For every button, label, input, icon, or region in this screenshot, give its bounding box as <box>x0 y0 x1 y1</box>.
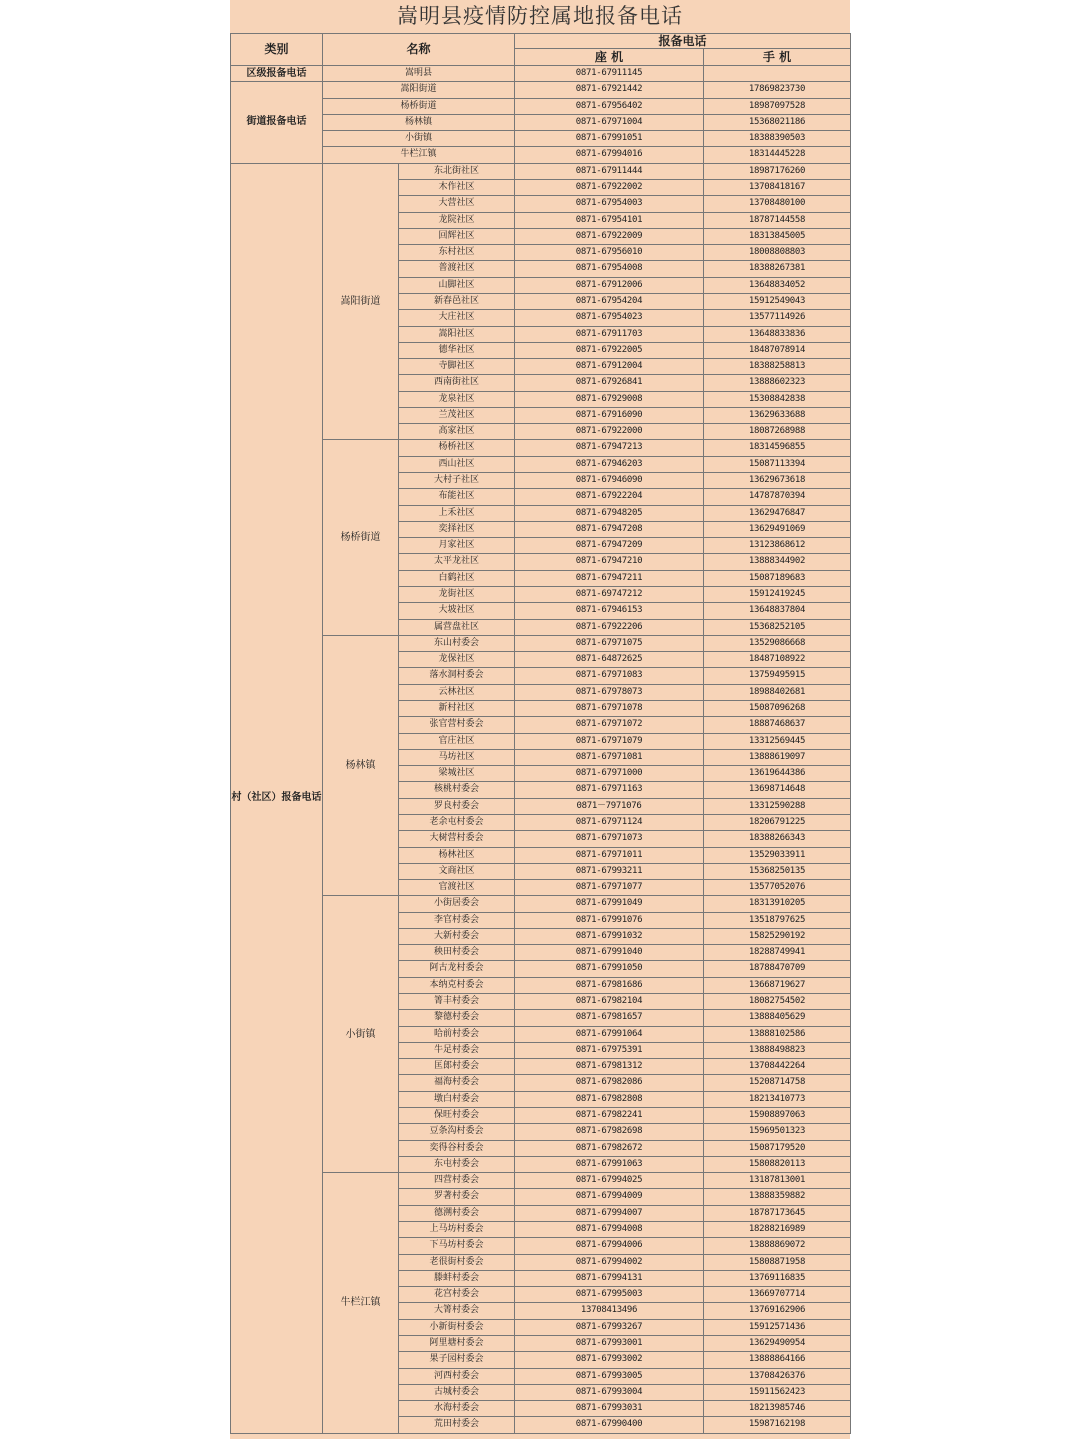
mobile-cell: 15987162198 <box>704 1417 851 1433</box>
landline-cell: 0871-67990400 <box>515 1417 704 1433</box>
name-cell: 大营社区 <box>399 196 515 212</box>
mobile-cell: 13708426376 <box>704 1368 851 1384</box>
landline-cell: 0871-67946090 <box>515 473 704 489</box>
name-cell: 哈前村委会 <box>399 1026 515 1042</box>
table-row <box>231 163 851 179</box>
landline-cell: 0871-67948205 <box>515 505 704 521</box>
mobile-cell: 17869823730 <box>704 82 851 98</box>
landline-cell: 0871-67954003 <box>515 196 704 212</box>
landline-cell: 0871-67954008 <box>515 261 704 277</box>
mobile-cell: 18314596855 <box>704 440 851 456</box>
name-cell: 马坊社区 <box>399 749 515 765</box>
landline-cell: 0871-67922002 <box>515 179 704 195</box>
landline-cell: 0871-67993031 <box>515 1401 704 1417</box>
phone-table <box>230 33 851 1434</box>
landline-cell: 13708413496 <box>515 1303 704 1319</box>
mobile-cell: 13698714648 <box>704 782 851 798</box>
landline-cell: 0871-67956010 <box>515 245 704 261</box>
name-cell: 杨桥街道 <box>323 98 515 114</box>
mobile-cell: 15368021186 <box>704 114 851 130</box>
landline-cell: 0871-67993267 <box>515 1319 704 1335</box>
name-cell: 西山社区 <box>399 456 515 472</box>
name-cell: 奕择社区 <box>399 521 515 537</box>
landline-cell: 0871-67982698 <box>515 1124 704 1140</box>
landline-cell: 0871-67922000 <box>515 424 704 440</box>
mobile-cell: 13629490954 <box>704 1335 851 1351</box>
mobile-cell: 13648834052 <box>704 277 851 293</box>
category-cell: 村（社区）报备电话 <box>231 163 323 1433</box>
name-cell: 黎德村委会 <box>399 1010 515 1026</box>
name-cell: 罗著村委会 <box>399 1189 515 1205</box>
header-name: 名称 <box>323 34 515 66</box>
name-cell: 新村社区 <box>399 700 515 716</box>
table-row <box>231 114 851 130</box>
mobile-cell: 18788470709 <box>704 961 851 977</box>
unit-cell: 杨林镇 <box>323 635 399 896</box>
landline-cell: 0871-67991076 <box>515 912 704 928</box>
mobile-cell: 15912549043 <box>704 293 851 309</box>
name-cell: 东北街社区 <box>399 163 515 179</box>
landline-cell: 0871-67993005 <box>515 1368 704 1384</box>
name-cell: 东山村委会 <box>399 635 515 651</box>
mobile-cell: 13187813001 <box>704 1173 851 1189</box>
mobile-cell: 15969501323 <box>704 1124 851 1140</box>
mobile-cell: 13577052076 <box>704 880 851 896</box>
table-row <box>231 66 851 82</box>
name-cell: 牛足村委会 <box>399 1042 515 1058</box>
landline-cell: 0871-67971124 <box>515 814 704 830</box>
name-cell: 布能社区 <box>399 489 515 505</box>
mobile-cell: 15087189683 <box>704 570 851 586</box>
mobile-cell: 13888602323 <box>704 375 851 391</box>
name-cell: 果子园村委会 <box>399 1352 515 1368</box>
name-cell: 杨桥社区 <box>399 440 515 456</box>
name-cell: 德溯村委会 <box>399 1205 515 1221</box>
category-cell: 街道报备电话 <box>231 82 323 163</box>
landline-cell: 0871-67926841 <box>515 375 704 391</box>
name-cell: 大村子社区 <box>399 473 515 489</box>
mobile-cell: 13888344902 <box>704 554 851 570</box>
header-category: 类别 <box>231 34 323 66</box>
landline-cell: 0871-67991050 <box>515 961 704 977</box>
mobile-cell: 15808820113 <box>704 1156 851 1172</box>
name-cell: 大树营村委会 <box>399 831 515 847</box>
table-row <box>231 147 851 163</box>
landline-cell: 0871-67982104 <box>515 994 704 1010</box>
name-cell: 兰茂社区 <box>399 407 515 423</box>
landline-cell: 0871-67911145 <box>515 66 704 82</box>
mobile-cell: 15368252105 <box>704 619 851 635</box>
mobile-cell: 13888869072 <box>704 1238 851 1254</box>
mobile-cell: 13629673618 <box>704 473 851 489</box>
name-cell: 木作社区 <box>399 179 515 195</box>
landline-cell: 0871-67947211 <box>515 570 704 586</box>
mobile-cell: 15908897063 <box>704 1108 851 1124</box>
name-cell: 东村社区 <box>399 245 515 261</box>
mobile-cell: 13888498823 <box>704 1042 851 1058</box>
landline-cell: 0871-67971011 <box>515 847 704 863</box>
mobile-cell: 18787144558 <box>704 212 851 228</box>
mobile-cell: 13123868612 <box>704 538 851 554</box>
landline-cell: 0871-67971072 <box>515 717 704 733</box>
landline-cell: 0871-67993002 <box>515 1352 704 1368</box>
mobile-cell: 18988402681 <box>704 684 851 700</box>
landline-cell: 0871-67947208 <box>515 521 704 537</box>
landline-cell: 0871-67954023 <box>515 310 704 326</box>
mobile-cell: 18887468637 <box>704 717 851 733</box>
landline-cell: 0871-67993211 <box>515 863 704 879</box>
landline-cell: 0871-67947209 <box>515 538 704 554</box>
landline-cell: 0871-67971078 <box>515 700 704 716</box>
landline-cell: 0871-67994007 <box>515 1205 704 1221</box>
mobile-cell: 18388267381 <box>704 261 851 277</box>
header-landline: 座 机 <box>515 49 704 66</box>
name-cell: 秧田村委会 <box>399 945 515 961</box>
mobile-cell: 15912571436 <box>704 1319 851 1335</box>
mobile-cell: 13648833836 <box>704 326 851 342</box>
mobile-cell: 13888359882 <box>704 1189 851 1205</box>
document-page <box>230 0 850 1439</box>
landline-cell: 0871-67994006 <box>515 1238 704 1254</box>
name-cell: 奕得谷村委会 <box>399 1140 515 1156</box>
name-cell: 阿里塘村委会 <box>399 1335 515 1351</box>
mobile-cell: 15087096268 <box>704 700 851 716</box>
landline-cell: 0871-67994025 <box>515 1173 704 1189</box>
name-cell: 嵩明县 <box>323 66 515 82</box>
landline-cell: 0871-67978073 <box>515 684 704 700</box>
landline-cell: 0871-67981657 <box>515 1010 704 1026</box>
landline-cell: 0871-67954204 <box>515 293 704 309</box>
landline-cell: 0871-67982808 <box>515 1091 704 1107</box>
name-cell: 山脚社区 <box>399 277 515 293</box>
landline-cell: 0871-67995003 <box>515 1287 704 1303</box>
name-cell: 老很街村委会 <box>399 1254 515 1270</box>
table-row <box>231 896 851 912</box>
name-cell: 龙泉社区 <box>399 391 515 407</box>
mobile-cell: 15087113394 <box>704 456 851 472</box>
mobile-cell: 14787870394 <box>704 489 851 505</box>
mobile-cell: 15208714758 <box>704 1075 851 1091</box>
mobile-cell: 18987176260 <box>704 163 851 179</box>
mobile-cell: 13619644386 <box>704 766 851 782</box>
name-cell: 小街镇 <box>323 131 515 147</box>
name-cell: 大箐村委会 <box>399 1303 515 1319</box>
table-row <box>231 98 851 114</box>
name-cell: 小新街村委会 <box>399 1319 515 1335</box>
mobile-cell: 15912419245 <box>704 587 851 603</box>
landline-cell: 0871-67975391 <box>515 1042 704 1058</box>
mobile-cell: 13668719627 <box>704 977 851 993</box>
mobile-cell: 13312590288 <box>704 798 851 814</box>
name-cell: 上禾社区 <box>399 505 515 521</box>
name-cell: 罗良村委会 <box>399 798 515 814</box>
mobile-cell: 13629491069 <box>704 521 851 537</box>
mobile-cell: 18787173645 <box>704 1205 851 1221</box>
landline-cell: 0871-67946153 <box>515 603 704 619</box>
mobile-cell: 13888405629 <box>704 1010 851 1026</box>
mobile-cell: 15087179520 <box>704 1140 851 1156</box>
mobile-cell: 18487078914 <box>704 342 851 358</box>
landline-cell: 0871-67994131 <box>515 1270 704 1286</box>
header-mobile: 手 机 <box>704 49 851 66</box>
mobile-cell: 18082754502 <box>704 994 851 1010</box>
mobile-cell: 13708418167 <box>704 179 851 195</box>
unit-cell: 小街镇 <box>323 896 399 1173</box>
name-cell: 东屯村委会 <box>399 1156 515 1172</box>
mobile-cell: 13312569445 <box>704 733 851 749</box>
name-cell: 匡郎村委会 <box>399 1059 515 1075</box>
landline-cell: 0871-67994009 <box>515 1189 704 1205</box>
name-cell: 落水洞村委会 <box>399 668 515 684</box>
landline-cell: 0871-67911703 <box>515 326 704 342</box>
landline-cell: 0871-67981312 <box>515 1059 704 1075</box>
landline-cell: 0871-67971081 <box>515 749 704 765</box>
mobile-cell: 13708442264 <box>704 1059 851 1075</box>
name-cell: 龙院社区 <box>399 212 515 228</box>
landline-cell: 0871-67922206 <box>515 619 704 635</box>
mobile-cell: 13648837804 <box>704 603 851 619</box>
landline-cell: 0871-67981686 <box>515 977 704 993</box>
landline-cell: 0871-64872625 <box>515 652 704 668</box>
unit-cell: 牛栏江镇 <box>323 1173 399 1434</box>
mobile-cell: 13708480100 <box>704 196 851 212</box>
landline-cell: 0871-67982672 <box>515 1140 704 1156</box>
landline-cell: 0871-67912004 <box>515 359 704 375</box>
mobile-cell: 18987097528 <box>704 98 851 114</box>
name-cell: 豆条沟村委会 <box>399 1124 515 1140</box>
mobile-cell: 13518797625 <box>704 912 851 928</box>
name-cell: 阿古龙村委会 <box>399 961 515 977</box>
mobile-cell: 15911562423 <box>704 1384 851 1400</box>
mobile-cell: 13769116835 <box>704 1270 851 1286</box>
unit-cell: 嵩阳街道 <box>323 163 399 440</box>
mobile-cell: 18213985746 <box>704 1401 851 1417</box>
landline-cell: 0871-67991064 <box>515 1026 704 1042</box>
landline-cell: 0871-67982086 <box>515 1075 704 1091</box>
name-cell: 官渡社区 <box>399 880 515 896</box>
mobile-cell: 18008808803 <box>704 245 851 261</box>
mobile-cell: 15368250135 <box>704 863 851 879</box>
landline-cell: 0871-67912006 <box>515 277 704 293</box>
landline-cell: 0871-67971083 <box>515 668 704 684</box>
mobile-cell: 13888864166 <box>704 1352 851 1368</box>
mobile-cell: 15808871958 <box>704 1254 851 1270</box>
landline-cell: 0871-67994008 <box>515 1221 704 1237</box>
mobile-cell: 13629633688 <box>704 407 851 423</box>
name-cell: 云林社区 <box>399 684 515 700</box>
landline-cell: 0871-67982241 <box>515 1108 704 1124</box>
mobile-cell: 18288749941 <box>704 945 851 961</box>
mobile-cell: 18313845005 <box>704 228 851 244</box>
name-cell: 荒田村委会 <box>399 1417 515 1433</box>
name-cell: 寺脚社区 <box>399 359 515 375</box>
header-phone: 报备电话 <box>515 34 851 49</box>
name-cell: 核桃村委会 <box>399 782 515 798</box>
landline-cell: 0871-67993001 <box>515 1335 704 1351</box>
mobile-cell: 13888102586 <box>704 1026 851 1042</box>
landline-cell: 0871-67971163 <box>515 782 704 798</box>
name-cell: 新春邑社区 <box>399 293 515 309</box>
landline-cell: 0871-67991063 <box>515 1156 704 1172</box>
name-cell: 大坡社区 <box>399 603 515 619</box>
name-cell: 龙保社区 <box>399 652 515 668</box>
mobile-cell: 15308842838 <box>704 391 851 407</box>
landline-cell: 0871-67971000 <box>515 766 704 782</box>
mobile-cell: 13888619097 <box>704 749 851 765</box>
name-cell: 张官营村委会 <box>399 717 515 733</box>
unit-cell: 杨桥街道 <box>323 440 399 635</box>
landline-cell: 0871-67971077 <box>515 880 704 896</box>
mobile-cell: 15825290192 <box>704 928 851 944</box>
landline-cell: 0871-67991049 <box>515 896 704 912</box>
mobile-cell: 13759495915 <box>704 668 851 684</box>
landline-cell: 0871-67929008 <box>515 391 704 407</box>
name-cell: 上马坊村委会 <box>399 1221 515 1237</box>
landline-cell: 0871-67922204 <box>515 489 704 505</box>
name-cell: 嵩阳街道 <box>323 82 515 98</box>
landline-cell: 0871-67971004 <box>515 114 704 130</box>
landline-cell: 0871-67911444 <box>515 163 704 179</box>
name-cell: 德华社区 <box>399 342 515 358</box>
mobile-cell: 13529086668 <box>704 635 851 651</box>
document-title: 嵩明县疫情防控属地报备电话 <box>230 0 850 34</box>
mobile-cell: 13577114926 <box>704 310 851 326</box>
name-cell: 河西村委会 <box>399 1368 515 1384</box>
landline-cell: 0871-67947213 <box>515 440 704 456</box>
name-cell: 花宫村委会 <box>399 1287 515 1303</box>
mobile-cell: 13629476847 <box>704 505 851 521</box>
table-row <box>231 131 851 147</box>
category-cell: 区级报备电话 <box>231 66 323 82</box>
landline-cell: 0871-67921442 <box>515 82 704 98</box>
name-cell: 月家社区 <box>399 538 515 554</box>
landline-cell: 0871-67954101 <box>515 212 704 228</box>
name-cell: 保旺村委会 <box>399 1108 515 1124</box>
name-cell: 四营村委会 <box>399 1173 515 1189</box>
landline-cell: 0871-67971079 <box>515 733 704 749</box>
table-row <box>231 440 851 456</box>
landline-cell: 0871-69747212 <box>515 587 704 603</box>
table-row <box>231 635 851 651</box>
name-cell: 滕蚌村委会 <box>399 1270 515 1286</box>
table-row <box>231 1173 851 1189</box>
name-cell: 福海村委会 <box>399 1075 515 1091</box>
mobile-cell: 13669707714 <box>704 1287 851 1303</box>
landline-cell: 0871-67922009 <box>515 228 704 244</box>
name-cell: 文商社区 <box>399 863 515 879</box>
name-cell: 牛栏江镇 <box>323 147 515 163</box>
name-cell: 龙街社区 <box>399 587 515 603</box>
name-cell: 箐丰村委会 <box>399 994 515 1010</box>
name-cell: 古城村委会 <box>399 1384 515 1400</box>
name-cell: 大庄社区 <box>399 310 515 326</box>
landline-cell: 0871-67956402 <box>515 98 704 114</box>
mobile-cell: 18487108922 <box>704 652 851 668</box>
mobile-cell: 13529033911 <box>704 847 851 863</box>
mobile-cell: 18213410773 <box>704 1091 851 1107</box>
landline-cell: 0871-67922005 <box>515 342 704 358</box>
name-cell: 水海村委会 <box>399 1401 515 1417</box>
mobile-cell: 18388390503 <box>704 131 851 147</box>
name-cell: 杨林镇 <box>323 114 515 130</box>
name-cell: 小街居委会 <box>399 896 515 912</box>
name-cell: 下马坊村委会 <box>399 1238 515 1254</box>
landline-cell: 0871-67946203 <box>515 456 704 472</box>
name-cell: 西南街社区 <box>399 375 515 391</box>
table-row <box>231 82 851 98</box>
mobile-cell: 18206791225 <box>704 814 851 830</box>
landline-cell: 0871-67971073 <box>515 831 704 847</box>
mobile-cell: 18314445228 <box>704 147 851 163</box>
name-cell: 墩白村委会 <box>399 1091 515 1107</box>
name-cell: 大新村委会 <box>399 928 515 944</box>
mobile-cell: 18087268988 <box>704 424 851 440</box>
name-cell: 李官村委会 <box>399 912 515 928</box>
name-cell: 高家社区 <box>399 424 515 440</box>
landline-cell: 0871-67991032 <box>515 928 704 944</box>
name-cell: 杨林社区 <box>399 847 515 863</box>
name-cell: 白鹤社区 <box>399 570 515 586</box>
mobile-cell: 18313910205 <box>704 896 851 912</box>
landline-cell: 0871-67991040 <box>515 945 704 961</box>
mobile-cell: 18388266343 <box>704 831 851 847</box>
name-cell: 普渡社区 <box>399 261 515 277</box>
landline-cell: 0871-67991051 <box>515 131 704 147</box>
landline-cell: 0871-67916090 <box>515 407 704 423</box>
name-cell: 本纳克村委会 <box>399 977 515 993</box>
landline-cell: 0871-67947210 <box>515 554 704 570</box>
mobile-cell <box>704 66 851 82</box>
landline-cell: 0871－7971076 <box>515 798 704 814</box>
landline-cell: 0871-67994016 <box>515 147 704 163</box>
mobile-cell: 13769162906 <box>704 1303 851 1319</box>
name-cell: 嵩阳社区 <box>399 326 515 342</box>
landline-cell: 0871-67993004 <box>515 1384 704 1400</box>
name-cell: 官庄社区 <box>399 733 515 749</box>
name-cell: 属营盘社区 <box>399 619 515 635</box>
landline-cell: 0871-67971075 <box>515 635 704 651</box>
name-cell: 太平龙社区 <box>399 554 515 570</box>
mobile-cell: 18288216989 <box>704 1221 851 1237</box>
name-cell: 梁城社区 <box>399 766 515 782</box>
landline-cell: 0871-67994002 <box>515 1254 704 1270</box>
mobile-cell: 18388258813 <box>704 359 851 375</box>
name-cell: 老余屯村委会 <box>399 814 515 830</box>
name-cell: 回辉社区 <box>399 228 515 244</box>
